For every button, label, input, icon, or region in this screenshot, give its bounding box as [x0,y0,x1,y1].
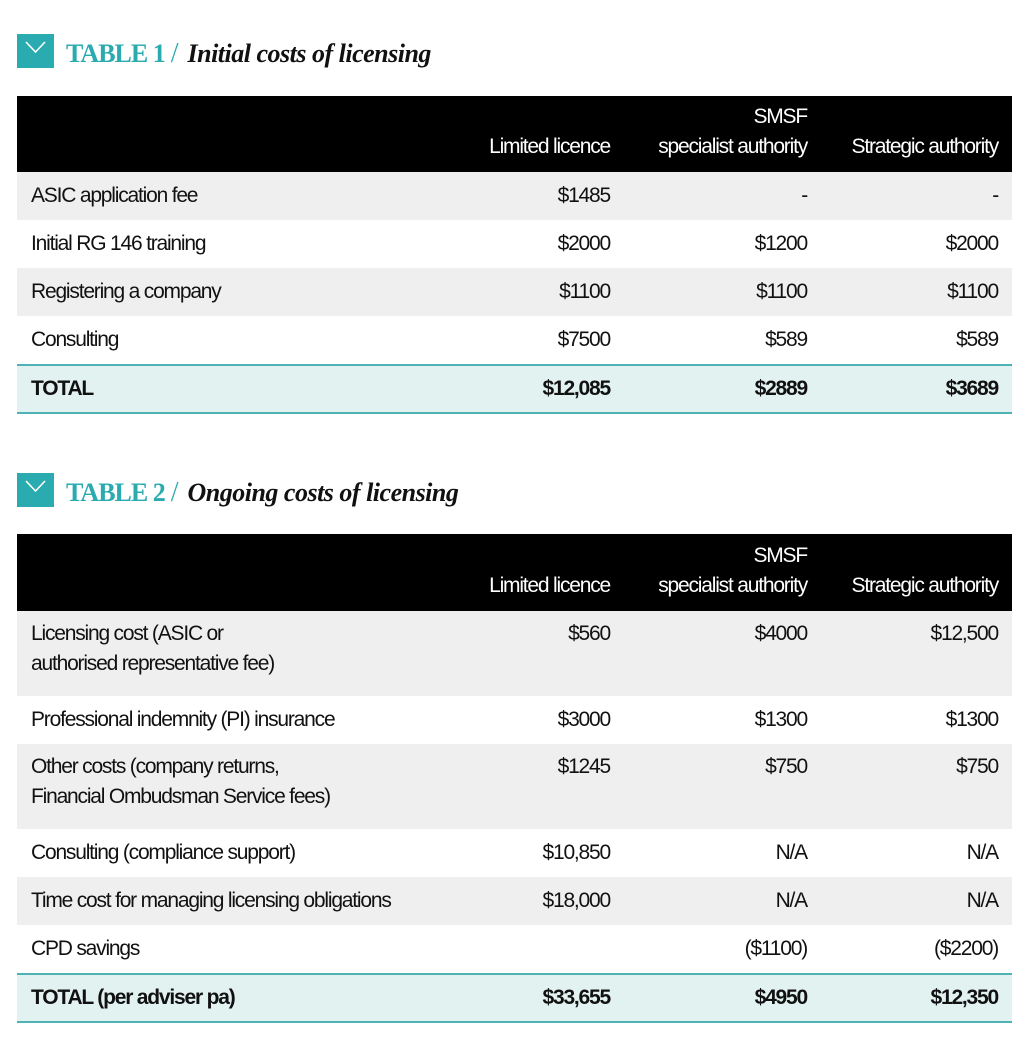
cell-strategic-authority: $2000 [821,220,1012,268]
title-separator: / [170,477,178,508]
row-label: Registering a company [17,268,437,316]
table-2-title-row [17,473,1012,513]
cell-limited-licence: $10,850 [437,829,624,877]
row-label: Licensing cost (ASIC or authorised representative fee) [17,611,437,696]
row-label: Time cost for managing licensing obligations [17,877,437,925]
chevron-down-icon [17,34,54,68]
column-header-strategic-authority: Strategic authority [851,135,998,158]
cell-strategic-authority: N/A [821,829,1012,877]
table-header-row [17,534,1012,611]
cell-smsf-specialist-authority: $589 [624,316,821,365]
total-row [17,974,1012,1022]
table-row [17,611,1012,696]
cell-limited-licence [437,925,624,974]
chevron-down-icon [17,473,54,507]
cell-strategic-authority: $12,500 [821,611,1012,696]
column-header-strategic-authority: Strategic authority [851,574,998,597]
table-row [17,316,1012,365]
row-label: Professional indemnity (PI) insurance [17,696,437,744]
table-row [17,925,1012,974]
row-label: CPD savings [17,925,437,974]
table-title: Ongoing costs of licensing [187,478,459,507]
table-row [17,696,1012,744]
cell-smsf-specialist-authority: $1100 [624,268,821,316]
cell-strategic-authority: $750 [821,744,1012,829]
table-row [17,220,1012,268]
table-1-section [17,34,1012,74]
cell-limited-licence: $7500 [437,316,624,365]
cell-smsf-specialist-authority: $1200 [624,220,821,268]
cell-smsf-specialist-authority: N/A [624,829,821,877]
table-header-row [17,96,1012,172]
row-label: ASIC application fee [17,172,437,220]
table-row [17,877,1012,925]
cell-smsf-specialist-authority: ($1100) [624,925,821,974]
total-label: TOTAL (per adviser pa) [17,974,437,1022]
cell-strategic-authority: $1300 [821,696,1012,744]
cell-smsf-specialist-authority: N/A [624,877,821,925]
table-1-title-row [17,34,1012,74]
row-label: Consulting [17,316,437,365]
row-label: Other costs (company returns, Financial Ombudsman Service fees) [17,744,437,829]
cell-smsf-specialist-authority: $4000 [624,611,821,696]
total-label: TOTAL [17,365,437,413]
table-1 [17,96,1012,414]
table-row [17,829,1012,877]
table-row [17,744,1012,829]
table-1-title [66,38,431,70]
cell-smsf-specialist-authority: - [624,172,821,220]
row-label: Initial RG 146 training [17,220,437,268]
total-row [17,365,1012,413]
cell-strategic-authority: - [821,172,1012,220]
column-header-limited-licence: Limited licence [489,574,610,597]
cell-strategic-authority: ($2200) [821,925,1012,974]
total-strategic-authority: $3689 [821,365,1012,413]
table-title: Initial costs of licensing [187,39,431,68]
total-limited-licence: $33,655 [437,974,624,1022]
cell-smsf-specialist-authority: $1300 [624,696,821,744]
column-header-item [17,96,437,172]
column-header-smsf-specialist-authority: SMSF specialist authority [658,105,807,158]
cell-strategic-authority: $589 [821,316,1012,365]
total-smsf-specialist-authority: $4950 [624,974,821,1022]
column-header-item [17,534,437,611]
table-number: TABLE 2 [66,478,165,507]
table-2 [17,534,1012,1023]
total-limited-licence: $12,085 [437,365,624,413]
cell-strategic-authority: $1100 [821,268,1012,316]
column-header-limited-licence: Limited licence [489,135,610,158]
cell-limited-licence: $3000 [437,696,624,744]
title-separator: / [170,38,178,69]
cell-limited-licence: $18,000 [437,877,624,925]
table-2-section [17,473,1012,513]
cell-limited-licence: $1245 [437,744,624,829]
cell-limited-licence: $1100 [437,268,624,316]
total-strategic-authority: $12,350 [821,974,1012,1022]
cell-limited-licence: $560 [437,611,624,696]
cell-strategic-authority: N/A [821,877,1012,925]
table-number: TABLE 1 [66,39,165,68]
column-header-smsf-specialist-authority: SMSF specialist authority [658,544,807,597]
row-label: Consulting (compliance support) [17,829,437,877]
cell-limited-licence: $1485 [437,172,624,220]
cell-smsf-specialist-authority: $750 [624,744,821,829]
table-2-title [66,477,458,509]
total-smsf-specialist-authority: $2889 [624,365,821,413]
cell-limited-licence: $2000 [437,220,624,268]
table-row [17,268,1012,316]
table-row [17,172,1012,220]
